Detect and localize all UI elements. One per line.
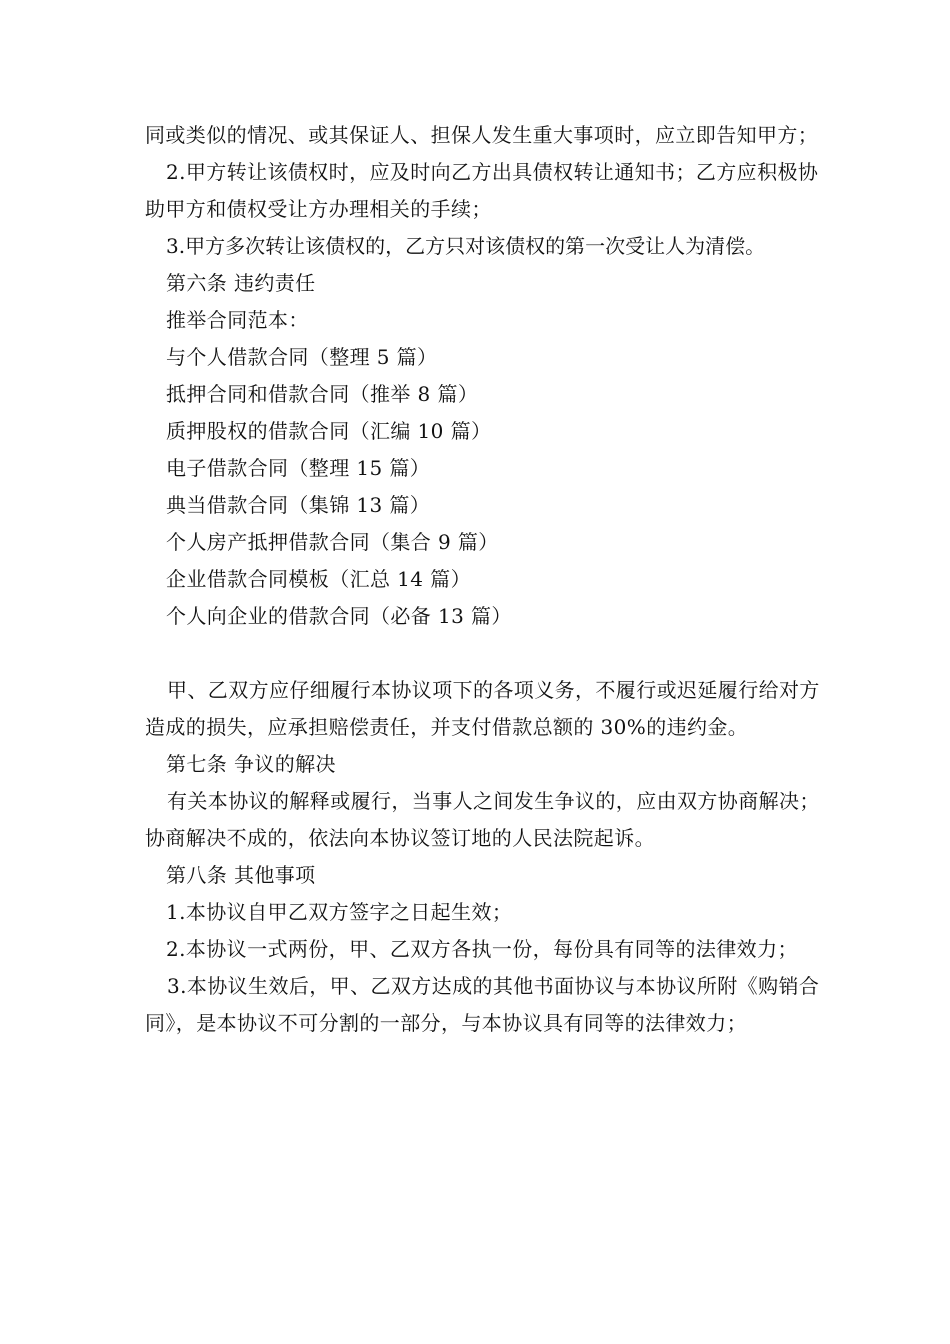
- paragraph-clause-2: 2.甲方转让该债权时，应及时向乙方出具债权转让通知书；乙方应积极协助甲方和债权受让方办理相关的手续；: [145, 160, 819, 221]
- recommended-template-link[interactable]: 与个人借款合同（整理 5 篇）: [166, 345, 438, 369]
- paragraph-dispute-resolution: 有关本协议的解释或履行，当事人之间发生争议的，应由双方协商解决；协商解决不成的，依法向本协议签订地的人民法院起诉。: [145, 789, 820, 850]
- recommended-template-link[interactable]: 抵押合同和借款合同（推举 8 篇）: [166, 382, 479, 406]
- recommended-template-link[interactable]: 电子借款合同（整理 15 篇）: [166, 456, 431, 480]
- section-heading-article-6: 第六条 违约责任: [166, 271, 316, 295]
- paragraph-clause-8-2: 2.本协议一式两份，甲、乙双方各执一份，每份具有同等的法律效力；: [166, 937, 798, 961]
- blank-line: [145, 635, 825, 672]
- paragraph-clause-8-1: 1.本协议自甲乙双方签字之日起生效；: [166, 900, 513, 924]
- recommended-template-link[interactable]: 质押股权的借款合同（汇编 10 篇）: [166, 419, 492, 443]
- paragraph-continuation: 同或类似的情况、或其保证人、担保人发生重大事项时，应立即告知甲方；: [145, 123, 819, 147]
- recommended-template-link[interactable]: 个人向企业的借款合同（必备 13 篇）: [166, 604, 512, 628]
- recommended-template-link[interactable]: 典当借款合同（集锦 13 篇）: [166, 493, 431, 517]
- document-body: [145, 117, 825, 1042]
- paragraph-clause-3: 3.甲方多次转让该债权的，乙方只对该债权的第一次受让人为清偿。: [166, 234, 766, 258]
- recommended-template-link[interactable]: 个人房产抵押借款合同（集合 9 篇）: [166, 530, 499, 554]
- recommended-templates-title: 推举合同范本：: [166, 308, 309, 332]
- paragraph-breach-liability: 甲、乙双方应仔细履行本协议项下的各项义务，不履行或迟延履行给对方造成的损失，应承担赔偿责任，并支付借款总额的 30%的违约金。: [145, 678, 820, 739]
- recommended-template-link[interactable]: 企业借款合同模板（汇总 14 篇）: [166, 567, 471, 591]
- section-heading-article-7: 第七条 争议的解决: [166, 752, 336, 776]
- section-heading-article-8: 第八条 其他事项: [166, 863, 316, 887]
- paragraph-clause-8-3: 3.本协议生效后，甲、乙双方达成的其他书面协议与本协议所附《购销合同》，是本协议不可分割的一部分，与本协议具有同等的法律效力；: [145, 974, 820, 1035]
